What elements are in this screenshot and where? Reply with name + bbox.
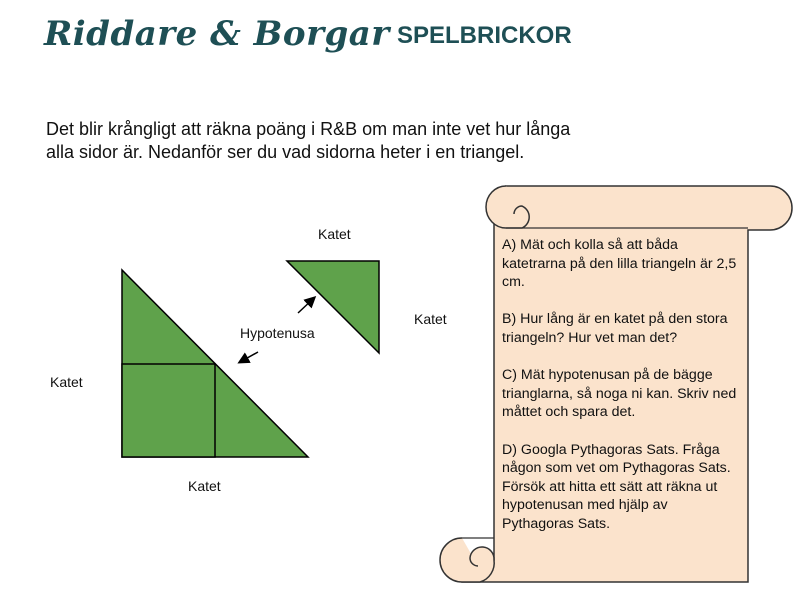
page-title: SPELBRICKOR <box>397 22 572 49</box>
task-b: B) Hur lång är en katet på den stora triangeln? Hur vet man det? <box>502 311 728 346</box>
intro-line-1: Det blir krångligt att räkna poäng i R&B om man inte vet hur långa <box>46 119 571 139</box>
label-hypotenusa: Hypotenusa <box>240 325 315 341</box>
scroll-bottom-curl <box>440 538 494 582</box>
task-d: D) Googla Pythagoras Sats. Fråga någon som vet om Pythagoras Sats. Försök att hitta ett sätt att räkna ut hypotenusan med hjälp av Pythagoras Sats. <box>502 441 731 532</box>
task-a: A) Mät och kolla så att båda katetrarna på den lilla triangeln är 2,5 cm. <box>502 237 737 291</box>
task-list <box>502 236 740 552</box>
intro-line-2: alla sidor är. Nedanför ser du vad sidorna heter i en triangel. <box>46 142 525 162</box>
logo: Riddare & Borgar <box>44 14 390 54</box>
label-katet-top: Katet <box>318 226 351 242</box>
label-katet-right: Katet <box>414 311 447 327</box>
task-c: C) Mät hypotenusan på de bägge trianglarna, så noga ni kan. Skriv ned måttet och spara det. <box>502 367 737 421</box>
label-katet-bottom: Katet <box>188 478 221 494</box>
label-katet-left: Katet <box>50 374 83 390</box>
